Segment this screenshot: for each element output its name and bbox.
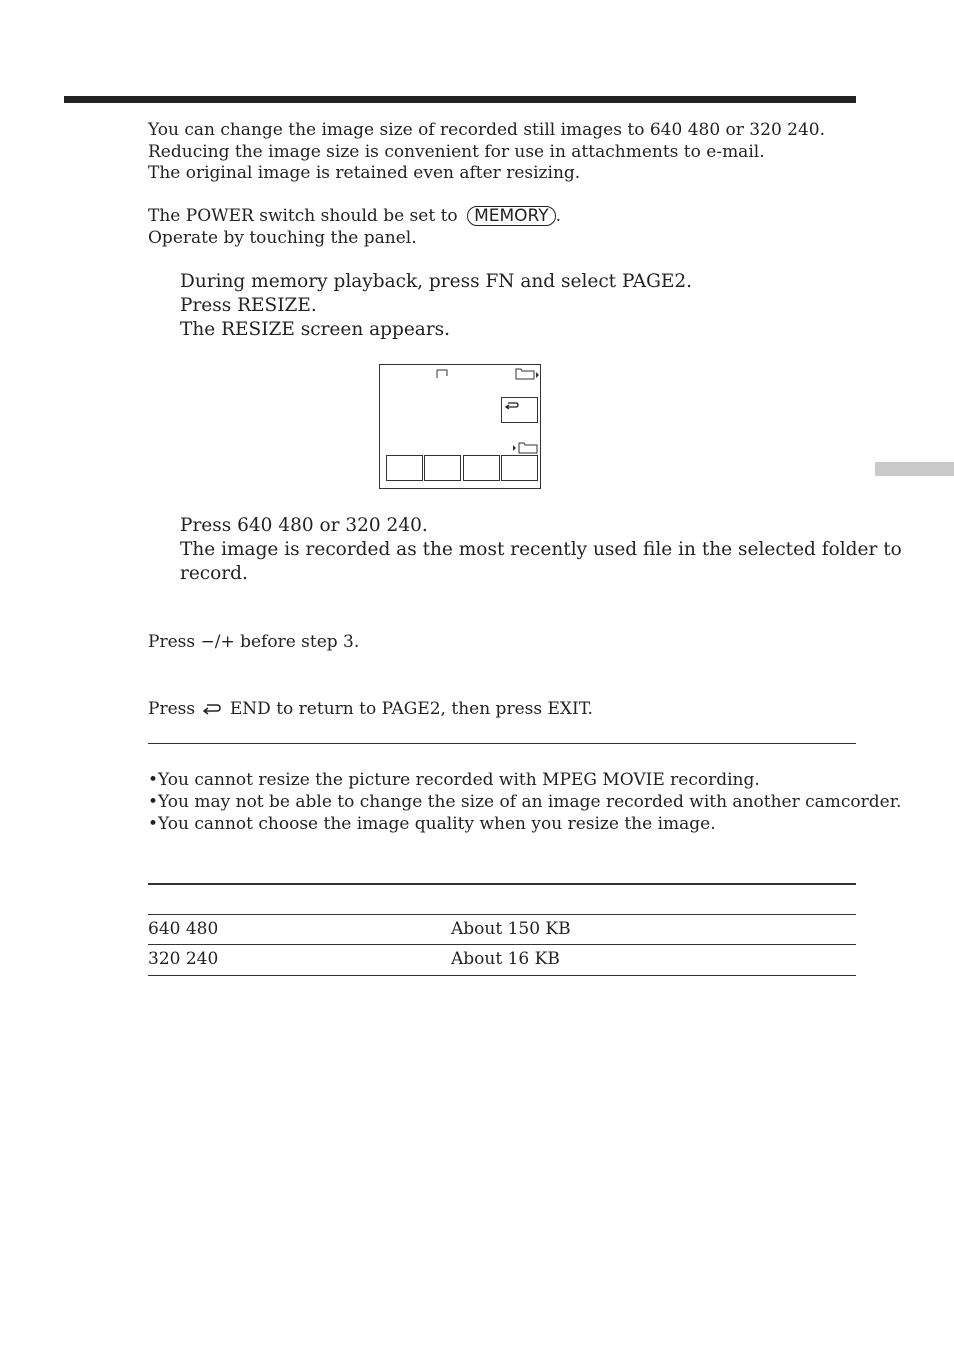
power-switch-line: [148, 205, 561, 227]
image-size-icon: [437, 370, 447, 378]
select-image-tip: Press −/+ before step 3.: [148, 632, 360, 652]
notes-divider: [148, 743, 856, 744]
note-text-2: You may not be able to change the size of an image recorded with another camcorder.: [158, 792, 902, 812]
note-item-1: •You cannot resize the picture recorded with MPEG MOVIE recording.: [148, 770, 760, 790]
table-row-rule: [148, 944, 856, 945]
step-3-result-2: record.: [180, 563, 248, 584]
cancel-tip: [148, 698, 593, 720]
folder-prev-icon: [513, 443, 537, 453]
return-icon: [202, 701, 222, 717]
screen-button-4[interactable]: [501, 455, 538, 481]
table-row-1-data: About 150 KB: [451, 919, 571, 939]
end-button[interactable]: [501, 397, 538, 423]
step-1-text: During memory playback, press FN and select PAGE2.: [180, 271, 693, 292]
table-top-rule: [148, 883, 856, 885]
table-bottom-rule: [148, 975, 856, 976]
cancel-tip-suffix: END to return to PAGE2, then press EXIT.: [229, 699, 593, 719]
screen-button-1[interactable]: [386, 455, 423, 481]
step-2-text: Press RESIZE.: [180, 295, 317, 316]
memory-badge: MEMORY: [467, 206, 556, 226]
step-3-text: Press 640 480 or 320 240.: [180, 515, 428, 536]
resize-screen-illustration: [379, 364, 541, 489]
note-text-1: You cannot resize the picture recorded with MPEG MOVIE recording.: [158, 770, 760, 790]
table-row-2-data: About 16 KB: [451, 949, 560, 969]
screen-button-2[interactable]: [424, 455, 461, 481]
header-rule: [64, 96, 856, 103]
note-text-3: You cannot choose the image quality when you resize the image.: [158, 814, 716, 834]
operate-note: Operate by touching the panel.: [148, 228, 417, 248]
note-item-3: •You cannot choose the image quality when you resize the image.: [148, 814, 716, 834]
step-2-result: The RESIZE screen appears.: [180, 319, 451, 340]
power-switch-text: The POWER switch should be set to: [148, 206, 458, 226]
power-switch-period: .: [555, 206, 562, 226]
folder-next-icon: [516, 369, 539, 379]
table-row-1-size: 640 480: [148, 919, 219, 939]
screen-button-3[interactable]: [463, 455, 500, 481]
section-tab: [875, 462, 954, 476]
intro-line-1: You can change the image size of recorded still images to 640 480 or 320 240.: [148, 120, 826, 140]
table-header-rule: [148, 914, 856, 915]
intro-line-2: Reducing the image size is convenient for use in attachments to e-mail.: [148, 142, 765, 162]
step-3-result-1: The image is recorded as the most recently used file in the selected folder to: [180, 539, 902, 560]
cancel-tip-prefix: Press: [148, 699, 196, 719]
table-row-2-size: 320 240: [148, 949, 219, 969]
return-icon: [505, 401, 519, 411]
intro-line-3: The original image is retained even after resizing.: [148, 163, 581, 183]
note-item-2: •You may not be able to change the size of an image recorded with another camcorder.: [148, 792, 902, 812]
